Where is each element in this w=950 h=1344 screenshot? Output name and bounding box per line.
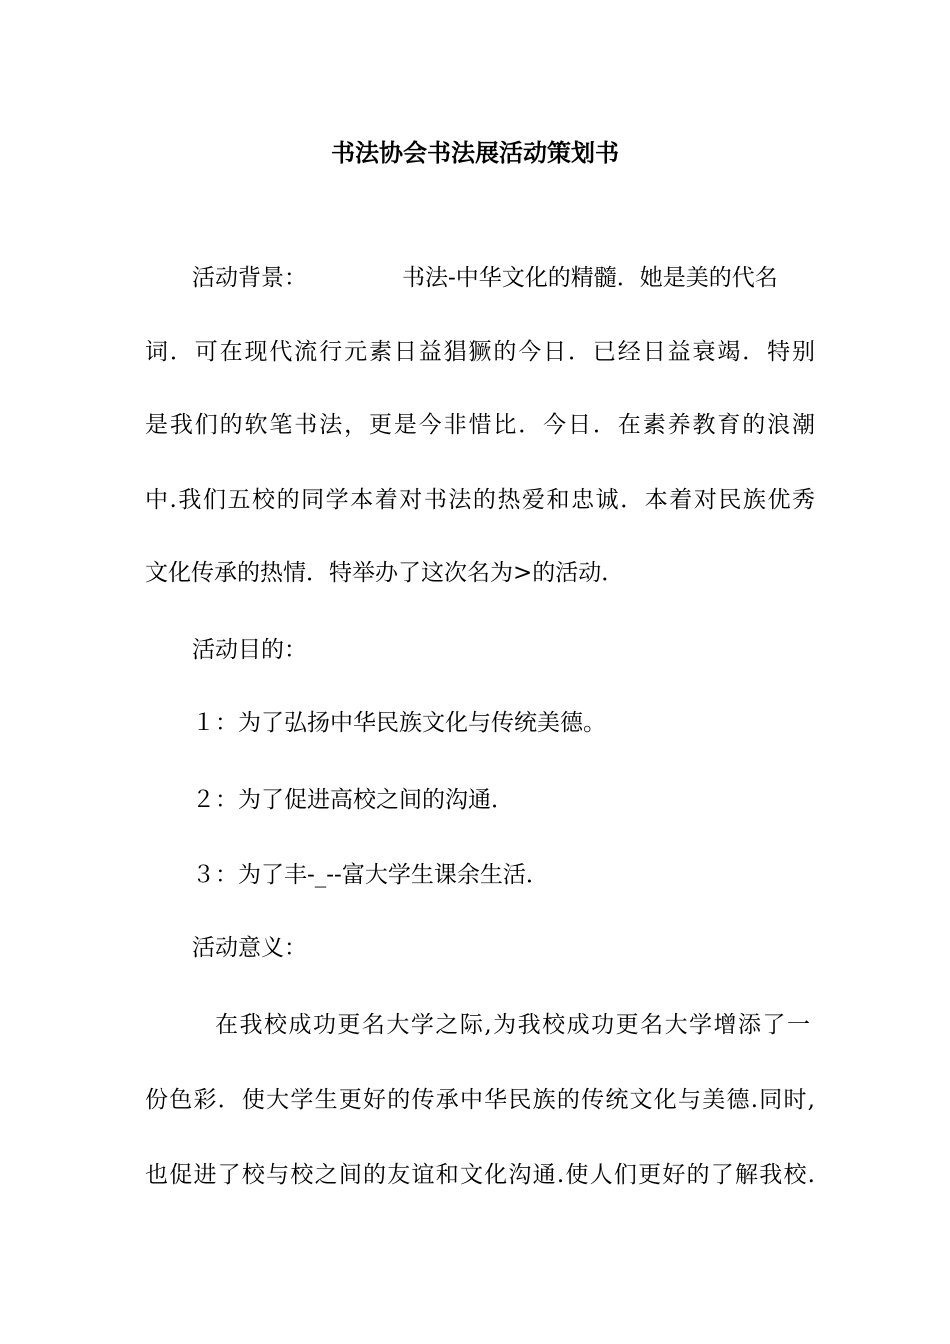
purpose-item-2: ２：为了促进高校之间的沟通．	[192, 787, 514, 813]
background-line-3: 是我们的软笔书法，更是今非惜比．今日．在素养教育的浪潮	[145, 412, 815, 438]
background-line-4: 中.我们五校的同学本着对书法的热爱和忠诚．本着对民族优秀	[145, 487, 815, 513]
background-line-5: 文化传承的热情．特举办了这次名为>的活动．	[145, 560, 625, 586]
purpose-item-1: １：为了弘扬中华民族文化与传统美德。	[192, 710, 606, 736]
background-line-2: 词．可在现代流行元素日益猖獗的今日．已经日益衰竭．特别	[145, 339, 815, 365]
significance-line-2: 份色彩．使大学生更好的传承中华民族的传统文化与美德.同时,	[145, 1087, 815, 1113]
background-label: 活动背景：	[192, 265, 307, 291]
background-line-1: 书法-中华文化的精髓．她是美的代名	[402, 265, 778, 291]
document-title: 书法协会书法展活动策划书	[331, 138, 619, 167]
significance-label: 活动意义：	[192, 935, 307, 961]
significance-line-3: 也促进了校与校之间的友谊和文化沟通.使人们更好的了解我校.	[145, 1162, 815, 1188]
purpose-label: 活动目的：	[192, 637, 307, 663]
significance-line-1: 在我校成功更名大学之际,为我校成功更名大学增添了一	[215, 1012, 810, 1038]
purpose-item-3: ３：为了丰-_--富大学生课余生活．	[192, 862, 549, 888]
